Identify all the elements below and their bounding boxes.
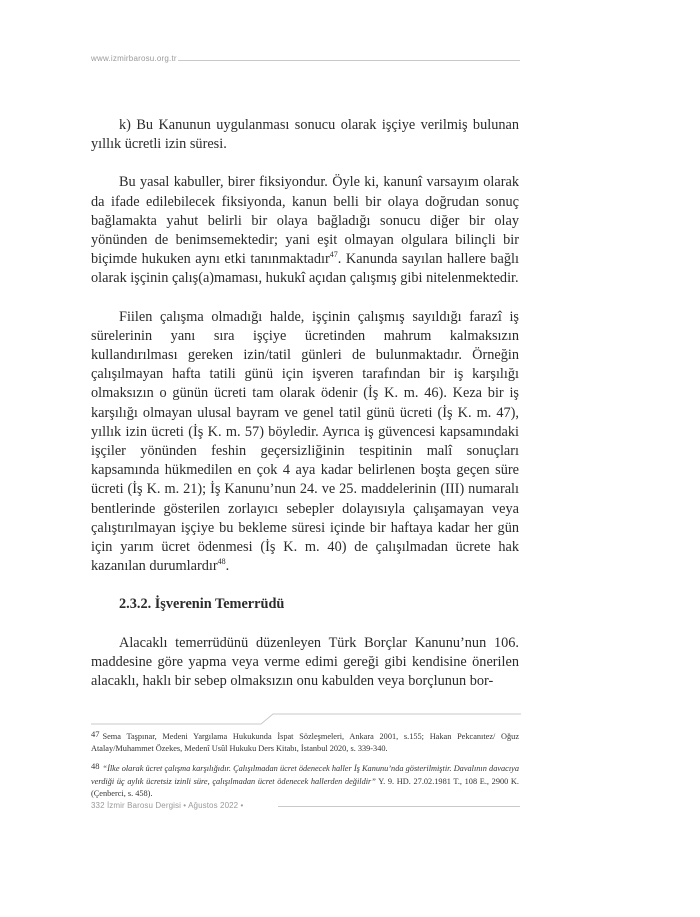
paragraph-creditor-default: Alacaklı temerrüdünü düzenleyen Türk Borçlar Kanunu’nun 106. maddesine göre yapma veya verme edimi gereği gibi kendisine önerilen alacaklı, haklı bir sebep olmaksızın onu kabulden veya borçlunun bor- <box>91 634 519 690</box>
paragraph-text: Bu yasal kabuller, birer fiksiyondur. Öyle ki, kanunî varsayım olarak da ifade edilebilecek fiksiyonda, kanun belli bir olaya doğrudan sonuç bağlamakta yahut belirli bir olaya bağladığı sonucu diğer bir olay yönünden de benimsemektedir; yani eşit olmayan olgulara bilinçli bir biçimde hukuken aynı etki tanınmaktadır <box>91 174 519 268</box>
footnote-text: Y. 9. HD. 27.02.1981 T., 108 E., 2900 K. (Çenberci, s. 458). <box>91 776 520 798</box>
footnote-48 <box>91 760 519 800</box>
footnote-divider <box>91 712 521 726</box>
footnotes <box>91 728 519 805</box>
paragraph-text: Fiilen çalışma olmadığı halde, işçinin çalışmış sayıldığı farazî iş sürelerinin yanı sıra işçiye ücretinden mahrum kalmaksızın kullandırılması gereken izin/tatil günleri de bulunmaktadır. Örneğin çalışılmayan hafta tatili günü için işveren tarafından bir iş karşılığı olmaksızın o günün ücreti tam olarak ödenir (İş K. m. 46). Keza bir iş karşılığı olmayan ulusal bayram ve genel tatil günü ücreti (İş K. m. 47), yıllık izin ücreti (İş K. m. 57) böyledir. Ayrıca iş güvencesi kapsamındaki işçiler yönünden feshin geçersizliğinin tespitinin malî sonuçları kapsamında hükmedilen en çok 4 aya kadar belirlenen boşta geçen süre ücreti (İş K. m. 21); İş Kanunu’nun 24. ve 25. maddelerinin (III) numaralı bentlerinde gösterilen zorlayıcı sebepler dolayısıyla çalışamayan veya çalıştırılmayan işçiye bu bekleme süresi içinde bir haftaya kadar her gün için yarım ücret ödenmesi (İş K. m. 40) de çalışılmadan ücrete hak kazanılan durumlardır <box>91 308 519 575</box>
paragraph-item-k: k) Bu Kanunun uygulanması sonucu olarak işçiye verilmiş bulunan yıllık ücretli izin süresi. <box>91 117 519 153</box>
footnote-number: 47 <box>91 729 100 739</box>
paragraph-text: . <box>225 558 230 575</box>
footnote-quote: “İlke olarak ücret çalışma karşılığıdır. Çalışılmadan ücret ödenecek haller İş Kanunu’nda gösterilmiştir. Davalının davacıya verdiği üç aylık ücretsiz izinli süre, çalışılmadan ücret ödenecek hallerden değildir” <box>91 764 519 786</box>
footnote-ref-48[interactable]: 48 <box>217 557 226 567</box>
body-text <box>91 116 519 691</box>
paragraph-fiction <box>91 173 519 288</box>
footnote-number: 48 <box>91 761 100 772</box>
footnote-ref-47[interactable]: 47 <box>329 250 338 260</box>
footer-rule <box>278 806 520 807</box>
paragraph-paid-leave <box>91 308 519 577</box>
header-url[interactable]: www.izmirbarosu.org.tr <box>91 54 177 63</box>
header-rule <box>178 60 520 61</box>
section-heading: 2.3.2. İşverenin Temerrüdü <box>119 596 285 613</box>
footnote-47 <box>91 728 519 755</box>
footnote-text: Sema Taşpınar, Medeni Yargılama Hukukunda İspat Sözleşmeleri, Ankara 2001, s.155; Hakan Pekcanıtez/ Oğuz Atalay/Muhammet Özekes, Medenî Usûl Hukuku Ders Kitabı, İstanbul 2020, s. 339-340. <box>91 732 519 754</box>
footer-text: 332 İzmir Barosu Dergisi • Ağustos 2022 • <box>91 801 244 810</box>
paragraph-text: . Kanunda sayılan hallere bağlı olarak işçinin çalış(a)maması, hukukî açıdan çalışmış gibi nitelenmektedir. <box>91 251 519 287</box>
